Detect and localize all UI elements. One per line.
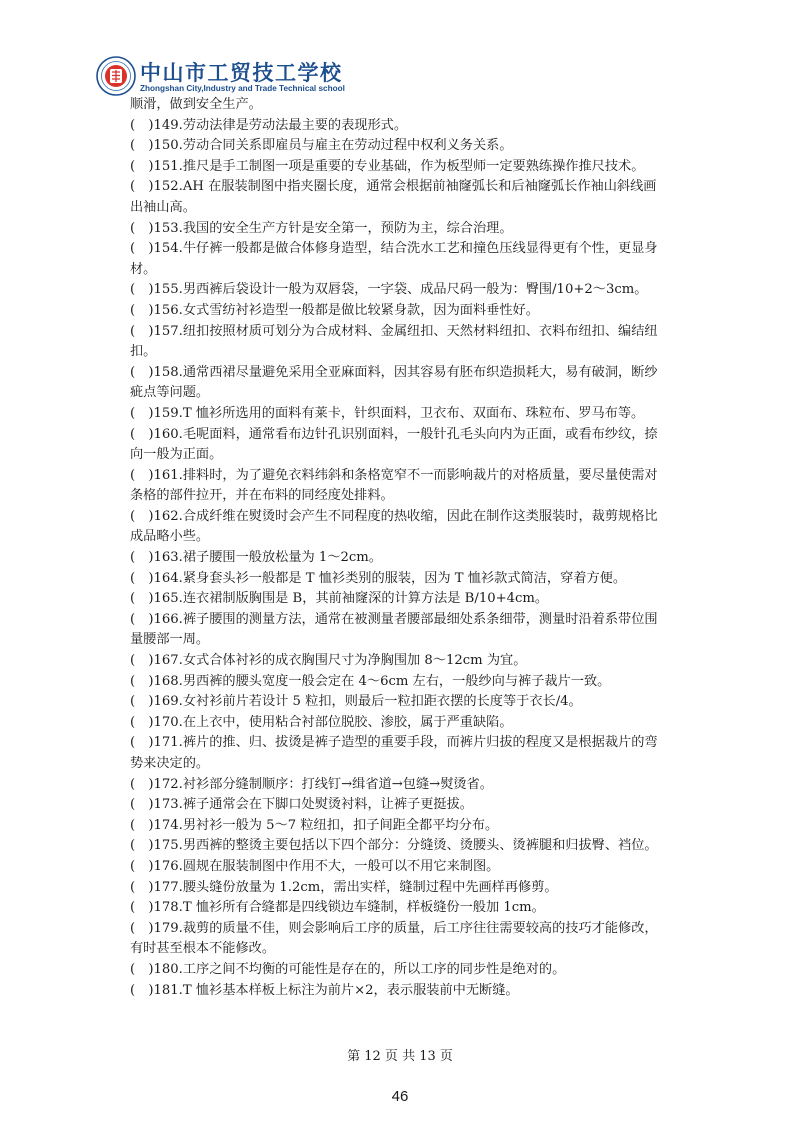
- question-text-continued: 扣。: [130, 344, 157, 360]
- question-text: 男西裤后袋设计一般为双唇袋，一字袋、成品尺码一般为：臀围/10+2～3cm。: [182, 282, 648, 298]
- question-item: [130, 816, 716, 837]
- question-text: 裤子通常会在下脚口处熨烫衬料，让裤子更挺拔。: [182, 797, 473, 813]
- question-line: [130, 795, 716, 816]
- question-line: [130, 898, 716, 919]
- question-text: T 恤衫所选用的面料有莱卡，针织面料，卫衣布、双面布、珠粒布、罗马布等。: [182, 405, 645, 421]
- question-number-dot: .: [178, 405, 183, 421]
- question-number: 177: [153, 879, 179, 895]
- question-text: 毛呢面料，通常看布边针孔识别面料，一般针孔毛头向内为正面，或看布纱纹，捺: [182, 426, 658, 442]
- answer-blank: ( ): [130, 714, 154, 730]
- question-item: [130, 404, 716, 425]
- question-number-dot: .: [178, 467, 183, 483]
- question-text: 裙子腰围一般放松量为 1～2cm。: [182, 550, 382, 566]
- question-line: [130, 878, 716, 899]
- answer-blank: ( ): [130, 467, 154, 483]
- answer-blank: ( ): [130, 900, 154, 916]
- question-number-dot: .: [178, 591, 183, 607]
- question-number-dot: .: [178, 302, 183, 318]
- question-number-dot: .: [178, 179, 183, 195]
- question-line: [130, 672, 716, 693]
- question-item: [130, 692, 716, 713]
- question-number: 151: [153, 158, 179, 174]
- question-item: [130, 177, 716, 218]
- question-text: 排料时，为了避免衣料纬斜和条格宽窄不一而影响裁片的对格质量，要尽量使需对: [182, 467, 658, 483]
- question-item: [130, 919, 716, 960]
- question-item: [130, 795, 716, 816]
- question-number-dot: .: [178, 714, 183, 730]
- question-text: 女式合体衬衫的成衣胸围尺寸为净胸围加 8～12cm 为宜。: [182, 653, 527, 669]
- question-number: 155: [153, 282, 179, 298]
- question-text: 腰头缝份放量为 1.2cm，需出实样，缝制过程中先画样再修剪。: [182, 879, 558, 895]
- question-text-continued: 量腰部一周。: [130, 632, 210, 648]
- answer-blank: ( ): [130, 323, 154, 339]
- question-number: 152: [153, 179, 179, 195]
- question-number-dot: .: [178, 282, 183, 298]
- question-line: [130, 836, 716, 857]
- question-number-dot: .: [178, 673, 183, 689]
- answer-blank: ( ): [130, 982, 154, 998]
- school-name: 中山市工贸技工学校: [140, 61, 343, 85]
- question-item: [130, 589, 716, 610]
- answer-blank: ( ): [130, 405, 154, 421]
- question-number: 160: [153, 426, 179, 442]
- question-line: [130, 177, 716, 198]
- question-text-continued: 材。: [130, 261, 157, 277]
- question-text-continued: 势来决定的。: [130, 756, 210, 771]
- question-list: [130, 95, 716, 1001]
- answer-blank: ( ): [130, 179, 154, 195]
- question-number-dot: .: [178, 961, 183, 977]
- question-number: 154: [153, 241, 179, 257]
- question-text: 劳动法律是劳动法最主要的表现形式。: [182, 117, 408, 133]
- answer-blank: ( ): [130, 694, 154, 710]
- question-number: 150: [153, 138, 179, 154]
- question-number-dot: .: [178, 817, 183, 833]
- question-number: 161: [153, 467, 179, 483]
- answer-blank: ( ): [130, 776, 154, 792]
- question-line: [130, 713, 716, 734]
- answer-blank: ( ): [130, 508, 154, 524]
- answer-blank: ( ): [130, 879, 154, 895]
- answer-blank: ( ): [130, 570, 154, 586]
- question-line: [130, 857, 716, 878]
- question-number: 153: [153, 220, 179, 236]
- answer-blank: ( ): [130, 158, 154, 174]
- question-item: [130, 116, 716, 137]
- question-text: 圆规在服装制图中作用不大，一般可以不用它来制图。: [182, 858, 500, 874]
- question-number: 164: [153, 570, 179, 586]
- question-item: [130, 672, 716, 693]
- question-item: [130, 610, 716, 651]
- question-number: 163: [153, 550, 179, 566]
- lead-line: 顺滑，做到安全生产。: [130, 97, 262, 112]
- answer-blank: ( ): [130, 920, 154, 936]
- question-text: 裤子腰围的测量方法，通常在被测量者腰部最细处系条细带，测量时沿着系带位围: [182, 611, 658, 627]
- question-line: [130, 692, 716, 713]
- question-number: 170: [153, 714, 179, 730]
- question-item: [130, 713, 716, 734]
- question-item: [130, 507, 716, 548]
- question-number: 158: [153, 364, 179, 380]
- question-text: 在上衣中，使用粘合衬部位脱胶、渗胶，属于严重缺陷。: [182, 714, 513, 730]
- question-line: [130, 363, 716, 384]
- question-number-dot: .: [178, 364, 183, 380]
- question-text: AH 在服装制图中指夹圈长度，通常会根据前袖窿弧长和后袖窿弧长作袖山斜线画: [182, 179, 657, 195]
- question-number: 169: [153, 694, 179, 710]
- question-item: [130, 733, 716, 774]
- question-line: [130, 425, 716, 446]
- answer-blank: ( ): [130, 364, 154, 380]
- question-item: [130, 836, 716, 857]
- question-item: [130, 569, 716, 590]
- question-number-dot: .: [178, 879, 183, 895]
- answer-blank: ( ): [130, 673, 154, 689]
- question-item: [130, 280, 716, 301]
- question-line: [130, 775, 716, 796]
- school-name-en: Zhongshan City,Industry and Trade Technical school: [140, 84, 345, 93]
- question-number-dot: .: [178, 570, 183, 586]
- question-item: [130, 981, 716, 1002]
- answer-blank: ( ): [130, 797, 154, 813]
- question-number-dot: .: [178, 858, 183, 874]
- answer-blank: ( ): [130, 591, 154, 607]
- question-number-dot: .: [178, 776, 183, 792]
- question-item: [130, 775, 716, 796]
- question-item: [130, 960, 716, 981]
- question-number-dot: .: [178, 611, 183, 627]
- question-number: 179: [153, 920, 179, 936]
- question-line: [130, 507, 716, 528]
- question-line: [130, 157, 716, 178]
- question-text: 纽扣按照材质可划分为合成材料、金属纽扣、天然材料纽扣、衣料布纽扣、编结纽: [182, 323, 658, 339]
- question-line: [130, 651, 716, 672]
- question-text: 女式雪纺衬衫造型一般都是做比较紧身款，因为面料垂性好。: [182, 302, 539, 318]
- question-item: [130, 239, 716, 280]
- question-text-continued: 条格的部件拉开，并在布料的同经度处排料。: [130, 488, 394, 504]
- question-item: [130, 136, 716, 157]
- question-number: 180: [153, 961, 179, 977]
- question-line: [130, 301, 716, 322]
- question-text: 我国的安全生产方针是安全第一，预防为主，综合治理。: [182, 220, 513, 236]
- question-item: [130, 219, 716, 240]
- question-number-dot: .: [178, 426, 183, 442]
- answer-blank: ( ): [130, 241, 154, 257]
- answer-blank: ( ): [130, 220, 154, 236]
- question-number: 175: [153, 838, 179, 854]
- question-number: 176: [153, 858, 179, 874]
- question-line: [130, 219, 716, 240]
- answer-blank: ( ): [130, 426, 154, 442]
- question-item: [130, 651, 716, 672]
- question-number: 157: [153, 323, 179, 339]
- answer-blank: ( ): [130, 817, 154, 833]
- question-item: [130, 548, 716, 569]
- question-number: 156: [153, 302, 179, 318]
- question-item: [130, 857, 716, 878]
- question-line: [130, 239, 716, 260]
- question-item: [130, 425, 716, 466]
- question-text: 通常西裙尽量避免采用全亚麻面料，因其容易有胚布织造损耗大，易有破洞，断纱: [182, 364, 658, 380]
- answer-blank: ( ): [130, 282, 154, 298]
- question-text: T 恤衫所有合缝都是四线锁边车缝制，样板缝份一般加 1cm。: [182, 900, 545, 916]
- question-line: [130, 466, 716, 487]
- question-line: [130, 280, 716, 301]
- question-number: 167: [153, 653, 179, 669]
- question-number-dot: .: [178, 694, 183, 710]
- question-item: [130, 878, 716, 899]
- question-number: 165: [153, 591, 179, 607]
- answer-blank: ( ): [130, 117, 154, 133]
- question-line: [130, 116, 716, 137]
- answer-blank: ( ): [130, 611, 154, 627]
- question-item: [130, 466, 716, 507]
- question-text: 裤片的推、归、拔烫是裤子造型的重要手段，而裤片归拔的程度又是根据裁片的弯: [182, 735, 658, 751]
- question-number: 171: [153, 735, 179, 751]
- question-number: 168: [153, 673, 179, 689]
- question-number-dot: .: [178, 323, 183, 339]
- question-text: 男西裤的腰头宽度一般会定在 4～6cm 左右，一般纱向与裤子裁片一致。: [182, 673, 611, 689]
- page-info: 第 12 页 共 13 页: [347, 1049, 453, 1064]
- question-text: 牛仔裤一般都是做合体修身造型，结合洗水工艺和撞色压线显得更有个性，更显身: [182, 241, 658, 257]
- question-text: 紧身套头衫一般都是 T 恤衫类别的服装，因为 T 恤衫款式简洁，穿着方便。: [182, 570, 627, 586]
- question-line: [130, 136, 716, 157]
- question-number: 159: [153, 405, 179, 421]
- question-number-dot: .: [178, 158, 183, 174]
- school-emblem-icon: [96, 56, 136, 96]
- question-text: 合成纤维在熨烫时会产生不同程度的热收缩，因此在制作这类服装时，裁剪规格比: [182, 508, 658, 524]
- question-number: 173: [153, 797, 179, 813]
- question-number: 149: [153, 117, 179, 133]
- page-number: 46: [391, 1088, 409, 1105]
- answer-blank: ( ): [130, 302, 154, 318]
- question-number-dot: .: [178, 117, 183, 133]
- question-number-dot: .: [178, 900, 183, 916]
- question-number-dot: .: [178, 735, 183, 751]
- question-item: [130, 898, 716, 919]
- question-number-dot: .: [178, 653, 183, 669]
- question-number-dot: .: [178, 838, 183, 854]
- question-number-dot: .: [178, 138, 183, 154]
- question-text: 连衣裙制版胸围是 B，其前袖窿深的计算方法是 B/10+4cm。: [182, 591, 549, 607]
- question-text: T 恤衫基本样板上标注为前片×2，表示服装前中无断缝。: [182, 982, 519, 998]
- question-line: [130, 919, 716, 940]
- question-number-dot: .: [178, 797, 183, 813]
- question-number: 181: [153, 982, 179, 998]
- question-number-dot: .: [178, 982, 183, 998]
- question-text: 男西裤的整烫主要包括以下四个部分：分缝烫、烫腰头、烫裤腿和归拔臀、裆位。: [182, 838, 658, 854]
- question-item: [130, 157, 716, 178]
- question-line: [130, 404, 716, 425]
- question-line: [130, 548, 716, 569]
- question-number: 166: [153, 611, 179, 627]
- question-number: 162: [153, 508, 179, 524]
- question-text: 推尺是手工制图一项是重要的专业基础，作为板型师一定要熟练操作推尺技术。: [182, 158, 645, 174]
- question-number: 178: [153, 900, 179, 916]
- question-line: [130, 733, 716, 754]
- answer-blank: ( ): [130, 838, 154, 854]
- question-text-continued: 向一般为正面。: [130, 447, 223, 463]
- question-text-continued: 出袖山高。: [130, 199, 196, 215]
- question-number: 174: [153, 817, 179, 833]
- question-line: [130, 816, 716, 837]
- answer-blank: ( ): [130, 961, 154, 977]
- question-text: 劳动合同关系即雇员与雇主在劳动过程中权利义务关系。: [182, 138, 513, 154]
- question-text: 男衬衫一般为 5～7 粒纽扣，扣子间距全都平均分布。: [182, 817, 499, 833]
- question-line: [130, 981, 716, 1002]
- question-text-continued: 成品略小些。: [130, 529, 210, 545]
- question-line: [130, 569, 716, 590]
- question-text-continued: 有时甚至根本不能修改。: [130, 941, 276, 957]
- question-text: 女衬衫前片若设计 5 粒扣，则最后一粒扣距衣摆的长度等于衣长/4。: [182, 694, 582, 710]
- question-number-dot: .: [178, 220, 183, 236]
- question-line: [130, 610, 716, 631]
- question-number-dot: .: [178, 508, 183, 524]
- question-line: [130, 589, 716, 610]
- answer-blank: ( ): [130, 735, 154, 751]
- answer-blank: ( ): [130, 550, 154, 566]
- question-number-dot: .: [178, 550, 183, 566]
- question-item: [130, 363, 716, 404]
- question-text: 工序之间不均衡的可能性是存在的，所以工序的同步性是绝对的。: [182, 961, 566, 977]
- question-text: 衬衫部分缝制顺序：打线钉→缉省道→包缝→熨烫省。: [182, 776, 493, 792]
- question-line: [130, 960, 716, 981]
- answer-blank: ( ): [130, 858, 154, 874]
- question-item: [130, 322, 716, 363]
- question-item: [130, 301, 716, 322]
- question-number-dot: .: [178, 920, 183, 936]
- question-line: [130, 322, 716, 343]
- question-number-dot: .: [178, 241, 183, 257]
- question-text: 裁剪的质量不佳，则会影响后工序的质量，后工序往往需要较高的技巧才能修改，: [182, 920, 658, 936]
- answer-blank: ( ): [130, 138, 154, 154]
- question-number: 172: [153, 776, 179, 792]
- answer-blank: ( ): [130, 653, 154, 669]
- question-text-continued: 疵点等问题。: [130, 385, 210, 401]
